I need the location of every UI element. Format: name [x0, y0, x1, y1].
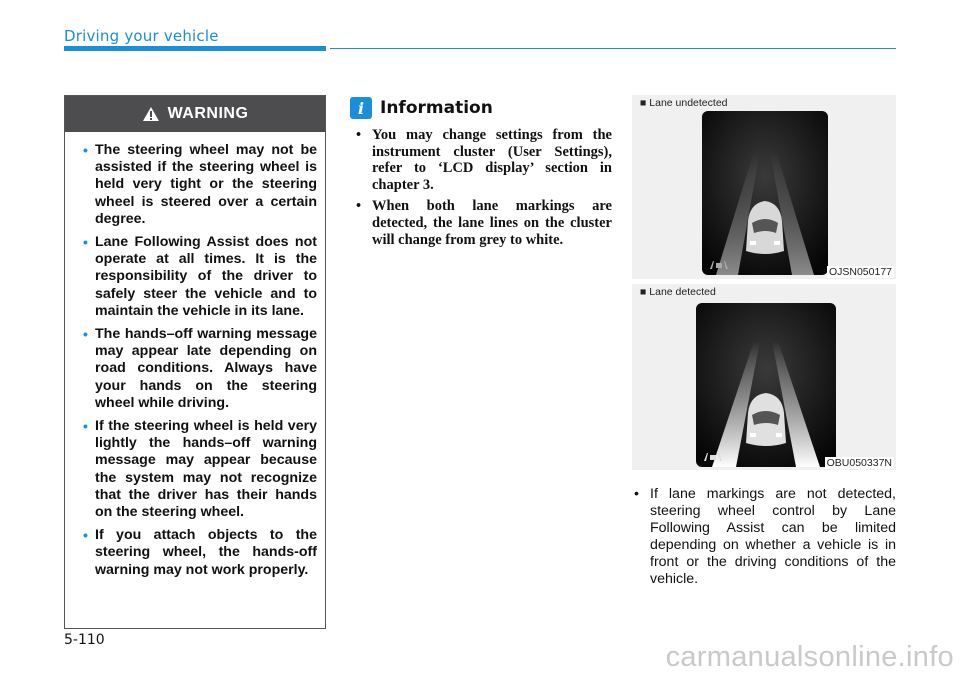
warning-header — [65, 96, 325, 132]
figure-caption: ■ Lane undetected — [640, 97, 728, 109]
figure-code: OJSN050177 — [828, 266, 892, 278]
cluster-screen-image — [696, 303, 836, 467]
warning-box — [64, 95, 326, 629]
warning-item: • Lane Following Assist does not operate at all times. It is the responsibility of the driver to safely steer the vehicle and to maintain the vehicle in its lane. — [83, 234, 317, 319]
header-rule-thick — [64, 46, 326, 51]
header-rule-thin — [330, 48, 896, 49]
figure-lane-detected — [632, 284, 896, 470]
info-icon: i — [350, 97, 372, 119]
warning-item: • The hands–off warning message may appear late depending on road conditions. Always have your hands on the steering wheel while driving. — [83, 326, 317, 411]
information-list — [356, 127, 612, 253]
page-number: 5-110 — [64, 632, 105, 648]
body-paragraph: • If lane markings are not detected, steering wheel control by Lane Following Assist can be limited depending on whether a vehicle is in front or the driving conditions of the vehicle. — [634, 486, 896, 587]
cluster-screen-image — [702, 111, 828, 275]
warning-item: • If the steering wheel is held very lightly the hands–off warning message may appear because the system may not recognize that the driver has their hands on the steering wheel. — [83, 418, 317, 521]
information-title: Information — [380, 98, 493, 118]
warning-title: WARNING — [167, 105, 249, 122]
figure-code: OBU050337N — [826, 457, 892, 469]
figure-lane-undetected — [632, 95, 896, 279]
warning-triangle-icon — [142, 106, 160, 122]
section-title: Driving your vehicle — [64, 27, 219, 45]
warning-list — [83, 142, 317, 579]
information-item: • When both lane markings are detected, the lane lines on the cluster will change from grey to white. — [356, 198, 612, 248]
information-item: • You may change settings from the instrument cluster (User Settings), refer to ‘LCD display’ section in chapter 3. — [356, 127, 612, 193]
watermark: carmanualsonline.info — [665, 641, 954, 673]
figure-caption: ■ Lane detected — [640, 286, 716, 298]
warning-item: • The steering wheel may not be assisted if the steering wheel is held very tight or the steering wheel is steered over a certain degree. — [83, 142, 317, 227]
warning-item: • If you attach objects to the steering wheel, the hands-off warning may not work properly. — [83, 527, 317, 578]
information-header — [350, 97, 493, 119]
